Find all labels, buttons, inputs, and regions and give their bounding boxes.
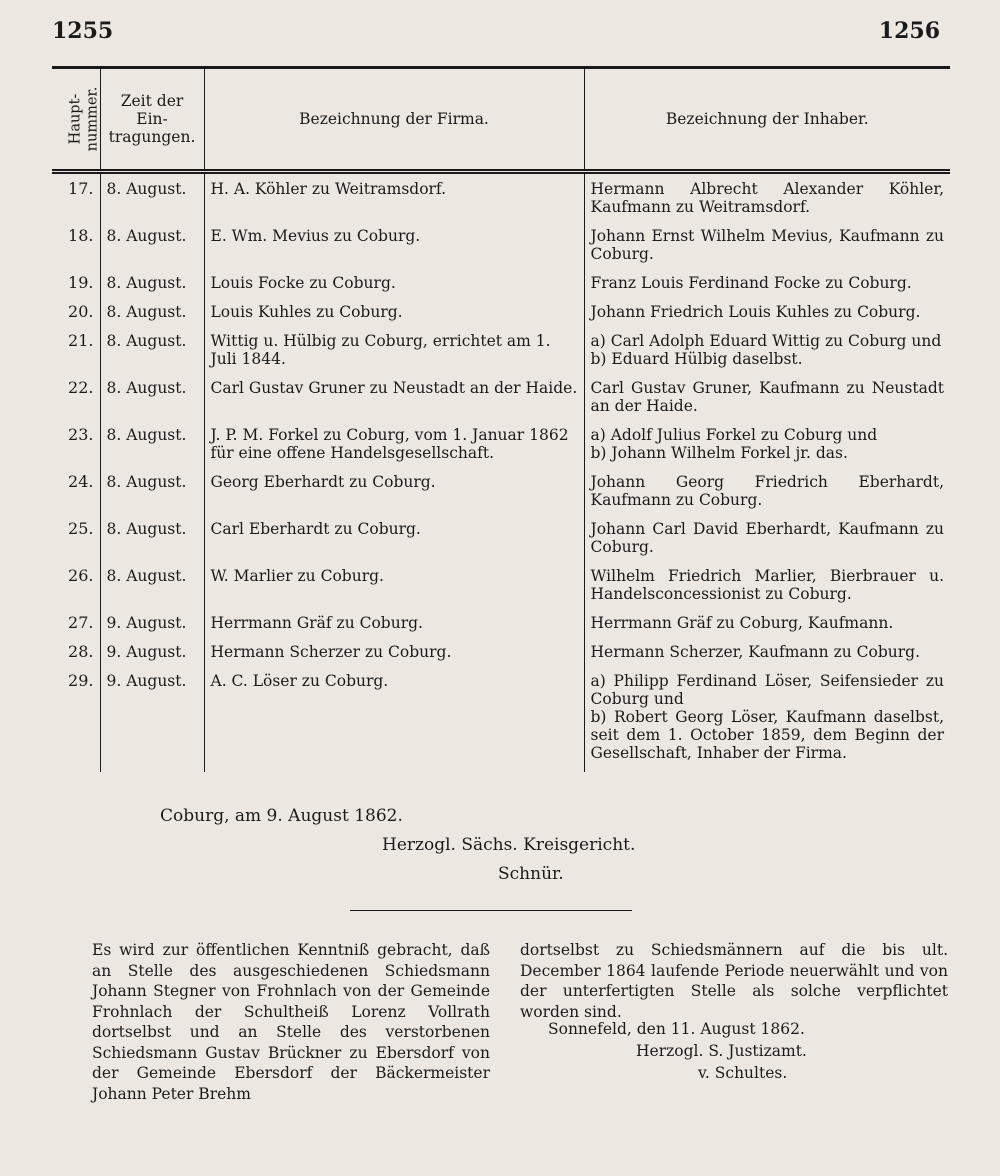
table-body xyxy=(52,172,950,773)
header-firma-label: Bezeichnung der Firma. xyxy=(299,110,489,128)
table-row xyxy=(52,268,950,297)
row-firm: Carl Eberhardt zu Coburg. xyxy=(204,514,584,561)
row-number: 17. xyxy=(68,179,94,198)
row-firm: Louis Focke zu Coburg. xyxy=(204,268,584,297)
row-owner: Herrmann Gräf zu Coburg, Kaufmann. xyxy=(584,608,950,637)
row-owner: Johann Georg Friedrich Eberhardt, Kaufmann zu Coburg. xyxy=(584,467,950,514)
header-inhaber-label: Bezeichnung der Inhaber. xyxy=(665,110,869,128)
row-firm: Hermann Scherzer zu Coburg. xyxy=(204,637,584,666)
row-date: 8. August. xyxy=(100,561,204,608)
header-firma xyxy=(204,68,584,172)
row-number: 22. xyxy=(68,378,94,397)
row-owner: a) Philipp Ferdinand Löser, Seifensieder zu Coburg und b) Robert Georg Löser, Kaufmann daselbst, seit dem 1. October 1859, dem Beginn der Gesellschaft, Inhaber der Firma. xyxy=(584,666,950,772)
row-date: 9. August. xyxy=(100,637,204,666)
row-firm: H. A. Köhler zu Weitramsdorf. xyxy=(204,172,584,222)
row-firm: Wittig u. Hülbig zu Coburg, errichtet am 1. Juli 1844. xyxy=(204,326,584,373)
table-row xyxy=(52,561,950,608)
row-number: 20. xyxy=(68,302,94,321)
table-row xyxy=(52,467,950,514)
row-firm: E. Wm. Mevius zu Coburg. xyxy=(204,221,584,268)
table-row xyxy=(52,514,950,561)
row-date: 8. August. xyxy=(100,514,204,561)
row-owner: Johann Carl David Eberhardt, Kaufmann zu Coburg. xyxy=(584,514,950,561)
row-firm: Herrmann Gräf zu Coburg. xyxy=(204,608,584,637)
row-number: 23. xyxy=(68,425,94,444)
table-row xyxy=(52,297,950,326)
notice-date: Sonnefeld, den 11. August 1862. xyxy=(548,1020,805,1038)
row-owner: a) Adolf Julius Forkel zu Coburg und b) Johann Wilhelm Forkel jr. das. xyxy=(584,420,950,467)
row-number: 24. xyxy=(68,472,94,491)
table-row xyxy=(52,420,950,467)
row-owner: Johann Ernst Wilhelm Mevius, Kaufmann zu Coburg. xyxy=(584,221,950,268)
row-date: 8. August. xyxy=(100,297,204,326)
row-owner: Hermann Albrecht Alexander Köhler, Kaufmann zu Weitramsdorf. xyxy=(584,172,950,222)
notice-office: Herzogl. S. Justizamt. xyxy=(636,1042,807,1060)
closing-court: Herzogl. Sächs. Kreisgericht. xyxy=(382,835,636,855)
notice-text-left: Es wird zur öffentlichen Kenntniß gebracht, daß an Stelle des ausgeschiedenen Schiedsmann Johann Stegner von Frohnlach von der Gemeinde Frohnlach der Schultheiß Lorenz Vollrath dortselbst und an Stelle des verstorbenen Schiedsmann Gustav Brückner zu Ebersdorf von der Gemeinde Ebersdorf der Bäckermeister Johann Peter Brehm xyxy=(92,941,490,1103)
table-row xyxy=(52,666,950,772)
row-date: 8. August. xyxy=(100,172,204,222)
page-number-left: 1255 xyxy=(52,18,114,44)
register-table xyxy=(52,66,950,772)
row-number: 19. xyxy=(68,273,94,292)
row-date: 8. August. xyxy=(100,268,204,297)
notice-text-right: dortselbst zu Schiedsmännern auf die bis ult. December 1864 laufende Periode neuerwählt und von der unterfertigten Stelle als solche verpflichtet worden sind. xyxy=(520,941,948,1021)
row-date: 8. August. xyxy=(100,420,204,467)
row-firm: Georg Eberhardt zu Coburg. xyxy=(204,467,584,514)
row-owner: Hermann Scherzer, Kaufmann zu Coburg. xyxy=(584,637,950,666)
row-date: 8. August. xyxy=(100,326,204,373)
row-firm: J. P. M. Forkel zu Coburg, vom 1. Januar 1862 für eine offene Handelsgesellschaft. xyxy=(204,420,584,467)
row-date: 8. August. xyxy=(100,467,204,514)
row-owner: Franz Louis Ferdinand Focke zu Coburg. xyxy=(584,268,950,297)
table-row xyxy=(52,221,950,268)
row-number: 18. xyxy=(68,226,94,245)
table-row xyxy=(52,637,950,666)
row-date: 8. August. xyxy=(100,221,204,268)
table-row xyxy=(52,326,950,373)
row-firm: Louis Kuhles zu Coburg. xyxy=(204,297,584,326)
row-owner: Carl Gustav Gruner, Kaufmann zu Neustadt an der Haide. xyxy=(584,373,950,420)
closing-signer: Schnür. xyxy=(498,864,564,884)
row-owner: Johann Friedrich Louis Kuhles zu Coburg. xyxy=(584,297,950,326)
row-number: 28. xyxy=(68,642,94,661)
row-number: 21. xyxy=(68,331,94,350)
table-row xyxy=(52,172,950,222)
closing-place-date: Coburg, am 9. August 1862. xyxy=(160,806,403,826)
row-number: 29. xyxy=(68,671,94,690)
row-date: 9. August. xyxy=(100,608,204,637)
table-row xyxy=(52,373,950,420)
table-header-row xyxy=(52,68,950,172)
table-row xyxy=(52,608,950,637)
header-nummer-label: Haupt- nummer. xyxy=(67,86,101,152)
page-number-right: 1256 xyxy=(878,18,940,44)
row-date: 8. August. xyxy=(100,373,204,420)
row-number: 27. xyxy=(68,613,94,632)
header-inhaber xyxy=(584,68,950,172)
notice-name: v. Schultes. xyxy=(698,1064,788,1082)
header-nummer xyxy=(52,68,100,172)
row-firm: A. C. Löser zu Coburg. xyxy=(204,666,584,772)
row-firm: Carl Gustav Gruner zu Neustadt an der Haide. xyxy=(204,373,584,420)
section-divider xyxy=(350,910,632,911)
row-date: 9. August. xyxy=(100,666,204,772)
row-owner: a) Carl Adolph Eduard Wittig zu Coburg und b) Eduard Hülbig daselbst. xyxy=(584,326,950,373)
header-zeit-label: Zeit der Ein- tragungen. xyxy=(108,92,196,146)
row-firm: W. Marlier zu Coburg. xyxy=(204,561,584,608)
header-zeit xyxy=(100,68,204,172)
row-number: 25. xyxy=(68,519,94,538)
row-number: 26. xyxy=(68,566,94,585)
row-owner: Wilhelm Friedrich Marlier, Bierbrauer u. Handelsconcessionist zu Coburg. xyxy=(584,561,950,608)
